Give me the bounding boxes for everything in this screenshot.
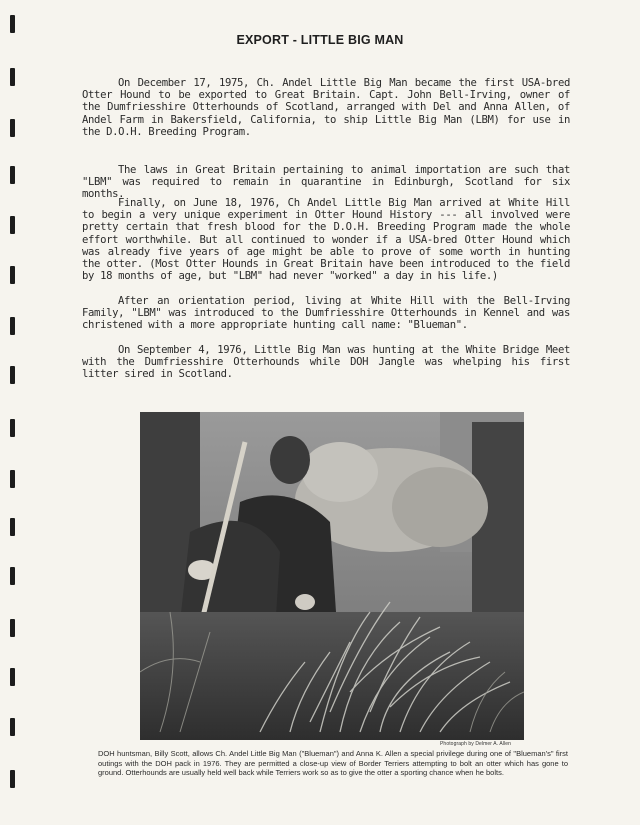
binder-hole: [10, 119, 15, 137]
binder-hole: [10, 366, 15, 384]
binder-hole: [10, 770, 15, 788]
paragraph: On September 4, 1976, Little Big Man was hunting at the White Bridge Meet with the Dumfriesshire Otterhounds while DOH Jangle was whelping his first litter sired in Scotland.: [82, 344, 570, 381]
binder-hole: [10, 470, 15, 488]
photo-credit: Photograph by Delmer A. Allen: [440, 741, 511, 747]
binder-hole: [10, 567, 15, 585]
binder-hole: [10, 419, 15, 437]
binder-hole: [10, 266, 15, 284]
binder-hole: [10, 668, 15, 686]
hunting-photo-graphic: [140, 412, 524, 740]
binder-hole: [10, 166, 15, 184]
binder-hole: [10, 718, 15, 736]
binder-hole: [10, 619, 15, 637]
paragraph: On December 17, 1975, Ch. Andel Little Big Man became the first USA-bred Otter Hound to be exported to Great Britain. Capt. John Bell-Irving, owner of the Dumfriesshire Otterhounds of Scotland, arranged with Del and Anna Allen, of Andel Farm in Bakersfield, California, to ship Little Big Man (LBM) for use in the D.O.H. Breeding Program.: [82, 77, 570, 138]
paragraph: Finally, on June 18, 1976, Ch Andel Little Big Man arrived at White Hill to begin a very unique experiment in Otter Hound History --- all involved were pretty certain that fresh blood for the D.O.H. Breeding Program made the whole effort worthwhile. But all continued to wonder if a USA-bred Otter Hound which was already five years of age might be able to prove of some worth in hunting the otter. (Most Otter Hounds in Great Britain have been introduced to the field by 18 months of age, but "LBM" had never "worked" a day in his life.): [82, 197, 570, 283]
binder-hole: [10, 518, 15, 536]
binder-hole: [10, 68, 15, 86]
binder-hole: [10, 15, 15, 33]
hunting-photo: [140, 412, 524, 740]
binder-hole: [10, 216, 15, 234]
paragraph: The laws in Great Britain pertaining to animal importation are such that "LBM" was required to remain in quarantine in Edinburgh, Scotland for six months.: [82, 164, 570, 201]
page-title: EXPORT - LITTLE BIG MAN: [236, 33, 404, 47]
paragraph: After an orientation period, living at White Hill with the Bell-Irving Family, "LBM" was introduced to the Dumfriesshire Otterhounds in Kennel and was christened with a more appropriate hunting call name: "Blueman".: [82, 295, 570, 332]
binder-hole: [10, 317, 15, 335]
photo-caption: DOH huntsman, Billy Scott, allows Ch. Andel Little Big Man ("Blueman") and Anna K. Allen a special privilege during one of "Blueman's" first outings with the DOH pack in 1976. They are permitted a close-up view of Border Terriers attempting to bolt an otter which has gone to ground. Otterhounds are usually held well back while Terriers work so as to give the otter a sporting chance when he bolts.: [98, 749, 568, 778]
binder-holes: [10, 10, 18, 810]
